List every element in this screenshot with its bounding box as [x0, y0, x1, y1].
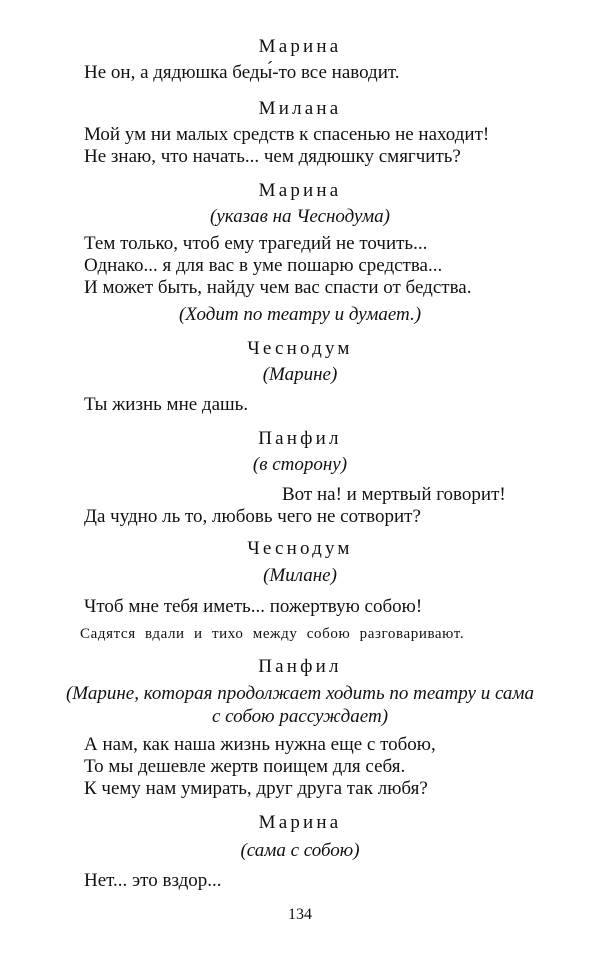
stage-direction: (указав на Чеснодума)	[210, 206, 390, 227]
speaker-name: Марина	[258, 180, 342, 201]
speaker-name: Марина	[258, 812, 342, 833]
speaker-name: Милана	[258, 98, 342, 119]
verse-line: К чему нам умирать, друг друга так любя?	[84, 778, 428, 799]
speaker-name: Панфил	[258, 656, 342, 677]
verse-line: Да чудно ль то, любовь чего не сотворит?	[84, 506, 421, 527]
speaker-name: Чеснодум	[247, 538, 353, 559]
verse-line: И может быть, найду чем вас спасти от бедства.	[84, 277, 472, 298]
speaker-name: Марина	[258, 36, 342, 57]
verse-line: Не знаю, что начать... чем дядюшку смягчить?	[84, 146, 461, 167]
stage-direction: с собою рассуждает)	[211, 706, 389, 727]
verse-line: Ты жизнь мне дашь.	[84, 394, 249, 415]
stage-direction: Садятся вдали и тихо между собою разговаривают.	[80, 626, 465, 642]
speaker-name: Панфил	[258, 428, 342, 449]
verse-line: А нам, как наша жизнь нужна еще с тобою,	[84, 734, 436, 755]
speaker-name: Чеснодум	[247, 338, 353, 359]
stage-direction: (в сторону)	[252, 454, 348, 475]
verse-line: Однако... я для вас в уме пошарю средства...	[84, 255, 443, 276]
stage-direction: (Милане)	[263, 565, 337, 586]
verse-line: Не он, а дядюшка беды́-то все наводит.	[84, 62, 400, 83]
verse-line: Вот на! и мертвый говорит!	[282, 484, 506, 505]
verse-line: Тем только, чтоб ему трагедий не точить...	[84, 233, 428, 254]
verse-line: То мы дешевле жертв поищем для себя.	[84, 756, 406, 777]
stage-direction: (Ходит по театру и думает.)	[178, 304, 422, 325]
stage-direction: (сама с собою)	[240, 840, 360, 861]
verse-line: Нет... это вздор...	[84, 870, 222, 891]
verse-line: Чтоб мне тебя иметь... пожертвую собою!	[84, 596, 423, 617]
stage-direction: (Марине)	[262, 364, 338, 385]
page-number: 134	[288, 906, 312, 923]
verse-line: Мой ум ни малых средств к спасенью не находит!	[84, 124, 490, 145]
stage-direction: (Марине, которая продолжает ходить по театру и сама	[65, 683, 535, 704]
